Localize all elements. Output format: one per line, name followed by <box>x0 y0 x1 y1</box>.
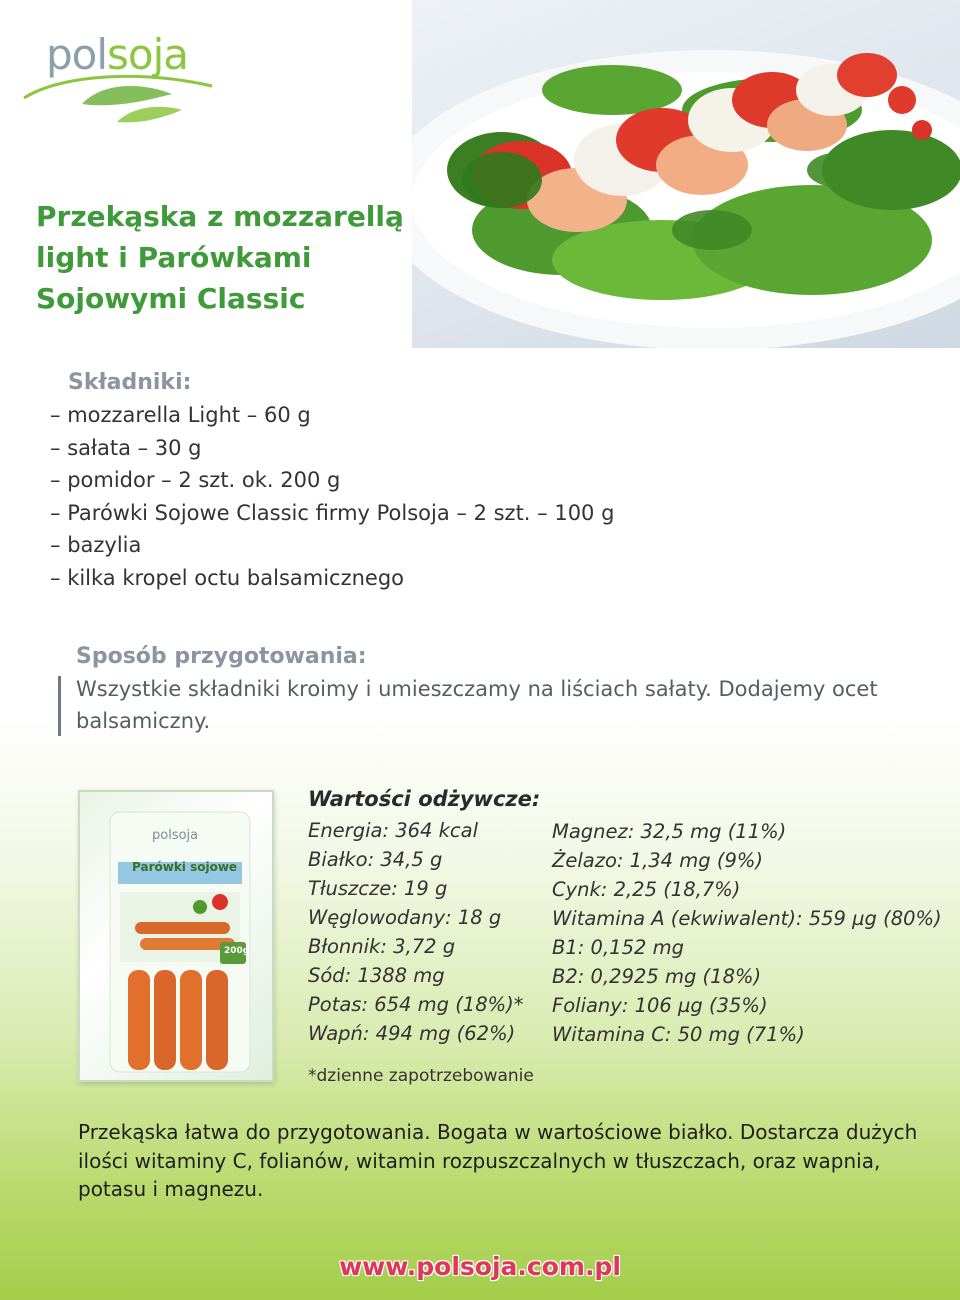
nutrition-list-left <box>308 816 548 1048</box>
list-item: Węglowodany: 18 g <box>308 906 502 929</box>
method-text: Wszystkie składniki kroimy i umieszczamy na liściach sałaty. Dodajemy ocet balsamiczny. <box>76 677 878 733</box>
list-item: B1: 0,152 mg <box>552 936 684 959</box>
logo-wordmark: polsoja <box>46 30 189 79</box>
nutrition-footnote: *dzienne zapotrzebowanie <box>308 1066 534 1086</box>
list-item: Magnez: 32,5 mg (11%) <box>552 820 787 843</box>
list-item: Witamina A (ekwiwalent): 559 µg (80%) <box>552 907 942 930</box>
salad-photo <box>412 0 960 348</box>
list-item: Żelazo: 1,34 mg (9%) <box>552 849 763 872</box>
ingredients-list <box>50 399 670 594</box>
list-item: Foliany: 106 µg (35%) <box>552 994 768 1017</box>
list-item: Potas: 654 mg (18%)* <box>308 993 524 1016</box>
list-item: – pomidor – 2 szt. ok. 200 g <box>50 464 670 497</box>
website-link[interactable]: www.polsoja.com.pl <box>339 1252 621 1281</box>
list-item: Błonnik: 3,72 g <box>308 935 456 958</box>
product-package-image <box>78 790 274 1082</box>
method-section <box>76 644 936 737</box>
summary-text: Przekąska łatwa do przygotowania. Bogata w wartościowe białko. Dostarcza dużych ilości witaminy C, folianów, witamin rozpuszczalnych w tłuszczach, oraz wapnia, potasu i magnezu. <box>78 1120 918 1201</box>
list-item: – sałata – 30 g <box>50 432 670 465</box>
list-item: – mozzarella Light – 60 g <box>50 399 670 432</box>
method-divider <box>58 676 61 736</box>
list-item: Tłuszcze: 19 g <box>308 877 448 900</box>
pack-weight: 200g <box>224 946 250 956</box>
pack-name: Parówki sojowe <box>132 860 238 874</box>
leaf-swoosh-icon <box>22 64 222 134</box>
list-item: Witamina C: 50 mg (71%) <box>552 1023 805 1046</box>
pack-brand: polsoja <box>152 828 199 843</box>
list-item: – bazylia <box>50 529 670 562</box>
recipe-title: Przekąska z mozzarellą light i Parówkami Sojowymi Classic <box>36 200 404 315</box>
ingredients-heading: Składniki: <box>68 370 192 395</box>
list-item: – Parówki Sojowe Classic firmy Polsoja – 2 szt. – 100 g <box>50 497 670 530</box>
list-item: Sód: 1388 mg <box>308 964 445 987</box>
polsoja-logo <box>22 24 222 116</box>
list-item: Energia: 364 kcal <box>308 819 479 842</box>
method-heading: Sposób przygotowania: <box>76 644 367 669</box>
list-item: – kilka kropel octu balsamicznego <box>50 562 670 595</box>
nutrition-heading: Wartości odżywcze: <box>308 787 541 811</box>
list-item: Białko: 34,5 g <box>308 848 443 871</box>
list-item: B2: 0,2925 mg (18%) <box>552 965 762 988</box>
list-item: Wapń: 494 mg (62%) <box>308 1022 516 1045</box>
ingredients-section <box>50 370 670 594</box>
list-item: Cynk: 2,25 (18,7%) <box>552 878 741 901</box>
nutrition-list-right <box>552 817 952 1049</box>
